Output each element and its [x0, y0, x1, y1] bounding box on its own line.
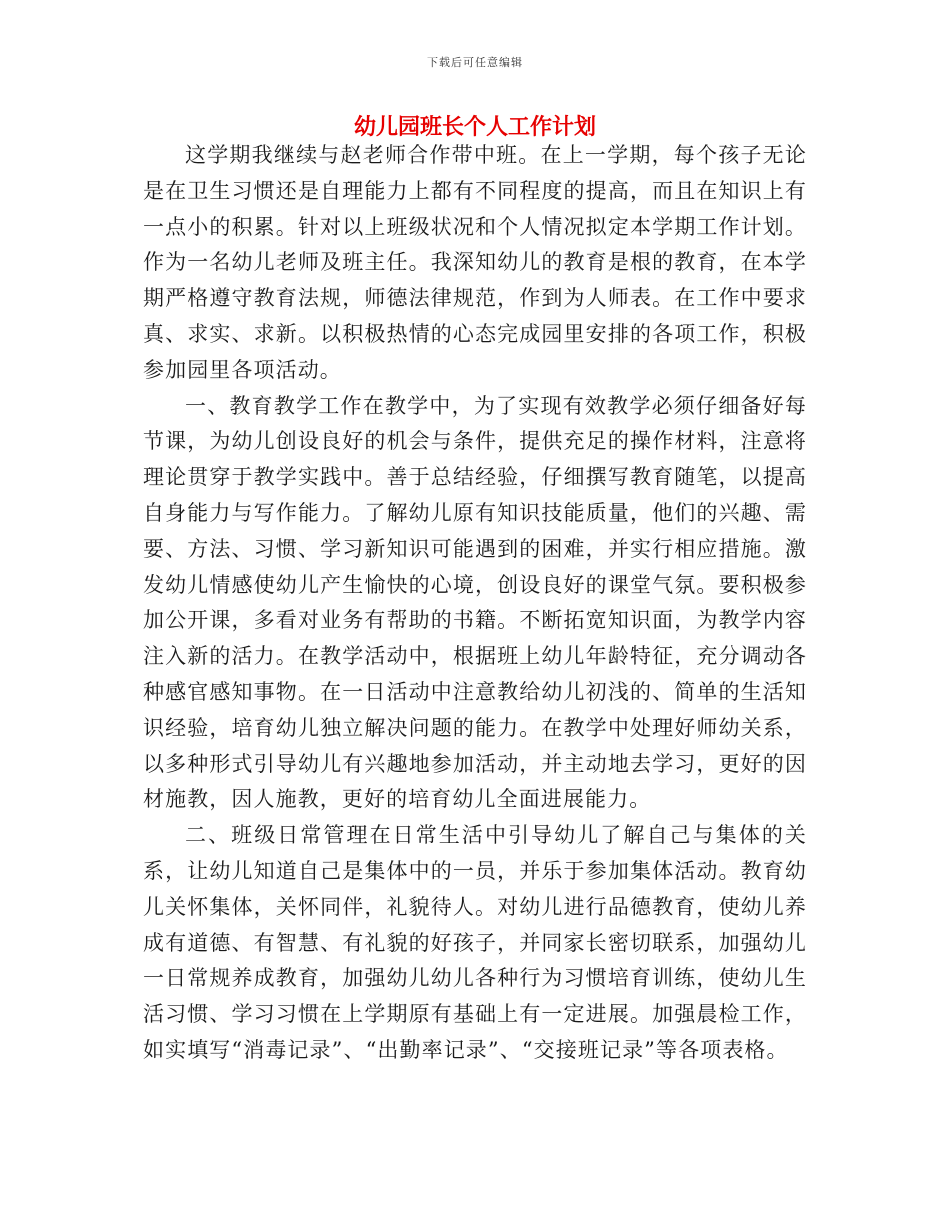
page-header-note: 下载后可任意编辑	[427, 56, 523, 69]
paragraph-class-management: 二、班级日常管理在日常生活中引导幼儿了解自己与集体的关系，让幼儿知道自己是集体中的一员，并乐于参加集体活动。教育幼儿关怀集体，关怀同伴，礼貌待人。对幼儿进行品德教育，使幼儿养成有道德、有智慧、有礼貌的好孩子，并同家长密切联系，加强幼儿一日常规养成教育，加强幼儿幼儿各种行为习惯培育训练，使幼儿生活习惯、学习习惯在上学期原有基础上有一定进展。加强晨检工作，如实填写“消毒记录”、“出勤率记录”、“交接班记录”等各项表格。	[143, 823, 807, 1062]
paragraph-intro: 这学期我继续与赵老师合作带中班。在上一学期，每个孩子无论是在卫生习惯还是自理能力上都有不同程度的提高，而且在知识上有一点小的积累。针对以上班级状况和个人情况拟定本学期工作计划。作为一名幼儿老师及班主任。我深知幼儿的教育是根的教育，在本学期严格遵守教育法规，师德法律规范，作到为人师表。在工作中要求真、求实、求新。以积极热情的心态完成园里安排的各项工作，积极参加园里各项活动。	[143, 143, 807, 382]
document-body	[143, 138, 807, 1069]
paragraph-teaching-work: 一、教育教学工作在教学中，为了实现有效教学必须仔细备好每节课，为幼儿创设良好的机会与条件，提供充足的操作材料，注意将理论贯穿于教学实践中。善于总结经验，仔细撰写教育随笔，以提高自身能力与写作能力。了解幼儿原有知识技能质量，他们的兴趣、需要、方法、习惯、学习新知识可能遇到的困难，并实行相应措施。激发幼儿情感使幼儿产生愉快的心境，创设良好的课堂气氛。要积极参加公开课，多看对业务有帮助的书籍。不断拓宽知识面，为教学内容注入新的活力。在教学活动中，根据班上幼儿年龄特征，充分调动各种感官感知事物。在一日活动中注意教给幼儿初浅的、简单的生活知识经验，培育幼儿独立解决问题的能力。在教学中处理好师幼关系，以多种形式引导幼儿有兴趣地参加活动，并主动地去学习，更好的因材施教，因人施教，更好的培育幼儿全面进展能力。	[143, 393, 807, 812]
document-title: 幼儿园班长个人工作计划	[353, 114, 596, 140]
